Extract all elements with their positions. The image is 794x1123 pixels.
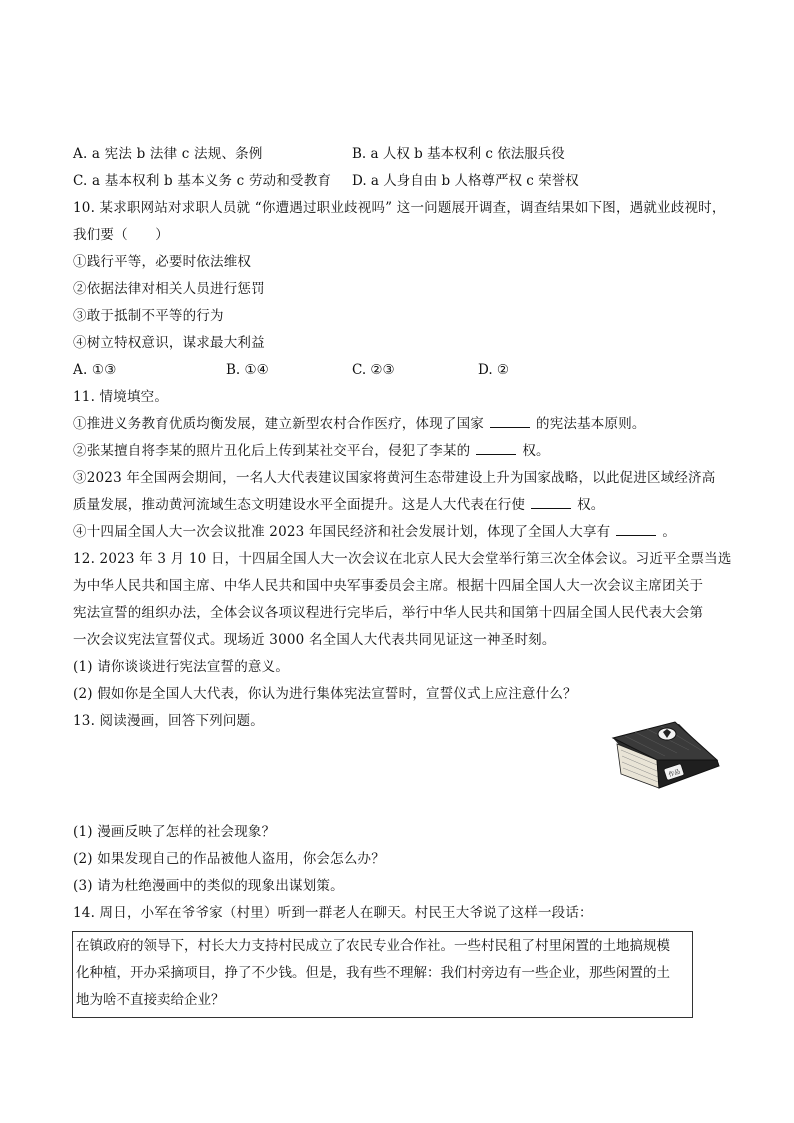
q13-title: 13. 阅读漫画，回答下列问题。 <box>73 713 264 729</box>
q11-s4-text-b: 。 <box>662 524 677 540</box>
shield-badge-icon <box>658 728 676 740</box>
q11-s1-text-b: 的宪法基本原则。 <box>536 416 646 432</box>
q12-line-2: 为中华人民共和国主席、中华人民共和国中央军事委员会主席。根据十四届全国人大一次会议主席团关于 <box>73 578 704 594</box>
q11-s3-text-a: 质量发展，推动黄河流域生态文明建设水平全面提升。这是人大代表在行使 <box>73 497 526 513</box>
q14-box-line-3: 地为啥不直接卖给企业？ <box>76 992 225 1008</box>
q11-title: 11. 情境填空。 <box>73 389 169 405</box>
q11-s1-blank[interactable] <box>490 415 530 428</box>
q14-box-line-1: 在镇政府的领导下，村长大力支持村民成立了农民专业合作社。一些村民租了村里闲置的土地搞规模 <box>76 938 670 954</box>
q12-line-1: 12. 2023 年 3 月 10 日，十四届全国人大一次会议在北京人民大会堂举行第三次全体会议。习近平全票当选 <box>73 551 732 567</box>
q11-sentence-1 <box>73 415 646 433</box>
q10-item-2: ②依据法律对相关人员进行惩罚 <box>73 281 265 297</box>
q11-s4-text-a: ④十四届全国人大一次会议批准 2023 年国民经济和社会发展计划，体现了全国人大享有 <box>73 524 611 540</box>
q10-item-4: ④树立特权意识，谋求最大利益 <box>73 335 265 351</box>
q10-item-1: ①践行平等，必要时依法维权 <box>73 254 252 270</box>
q12-line-3: 宪法宣誓的组织办法，全体会议各项议程进行完毕后，举行中华人民共和国第十四届全国人民代表大会第 <box>73 605 704 621</box>
q10-option-d: D. ② <box>478 362 510 378</box>
q11-sentence-4 <box>73 523 676 541</box>
q11-s2-text-b: 权。 <box>522 443 550 459</box>
q12-line-4: 一次会议宪法宣誓仪式。现场近 3000 名全国人大代表共同见证这一神圣时刻。 <box>73 632 556 648</box>
q13-sub-3: (3) 请为杜绝漫画中的类似的现象出谋划策。 <box>73 878 344 894</box>
q10-stem-line-2: 我们要（ ） <box>73 227 169 243</box>
q14-quote-box <box>72 931 693 1018</box>
q9-option-a: A. a 宪法 b 法律 c 法规、条例 <box>73 146 263 162</box>
q11-s3-blank[interactable] <box>531 496 571 509</box>
q11-s2-blank[interactable] <box>476 442 516 455</box>
q14-box-line-2: 化种植，开办采摘项目，挣了不少钱。但是，我有些不理解：我们村旁边有一些企业，那些闲置的土 <box>76 965 670 981</box>
q10-item-3: ③敢于抵制不平等的行为 <box>73 308 224 324</box>
q12-sub-2: (2) 假如你是全国人大代表，你认为进行集体宪法宣誓时，宣誓仪式上应注意什么？ <box>73 686 577 702</box>
book-spine-text: 作品 <box>667 768 682 779</box>
q9-option-c: C. a 基本权利 b 基本义务 c 劳动和受教育 <box>73 173 332 189</box>
comic-book-illustration <box>605 720 723 792</box>
q9-option-b: B. a 人权 b 基本权利 c 依法服兵役 <box>352 146 565 162</box>
q10-option-a: A. ①③ <box>73 362 117 378</box>
q11-s3-text-b: 权。 <box>577 497 605 513</box>
q14-title: 14. 周日，小军在爷爷家（村里）听到一群老人在聊天。村民王大爷说了这样一段话： <box>73 905 593 921</box>
q13-sub-2: (2) 如果发现自己的作品被他人盗用，你会怎么办？ <box>73 851 385 867</box>
q11-s2-text-a: ②张某擅自将李某的照片丑化后上传到某社交平台，侵犯了李某的 <box>73 443 471 459</box>
q10-stem-line-1: 10. 某求职网站对求职人员就 “你遭遇过职业歧视吗” 这一问题展开调查，调查结果如下图，遇就业歧视时， <box>73 200 726 216</box>
q11-sentence-3-line-1: ③2023 年全国两会期间，一名人大代表建议国家将黄河生态带建设上升为国家战略，以此促进区域经济高 <box>73 470 716 486</box>
q10-option-b: B. ①④ <box>226 362 269 378</box>
q11-sentence-3-line-2 <box>73 496 605 514</box>
q12-sub-1: (1) 请你谈谈进行宪法宣誓的意义。 <box>73 659 290 675</box>
q9-option-d: D. a 人身自由 b 人格尊严权 c 荣誉权 <box>352 173 579 189</box>
q11-s1-text-a: ①推进义务教育优质均衡发展，建立新型农村合作医疗，体现了国家 <box>73 416 484 432</box>
q10-option-c: C. ②③ <box>352 362 395 378</box>
q13-sub-1: (1) 漫画反映了怎样的社会现象？ <box>73 824 276 840</box>
q11-sentence-2 <box>73 442 550 460</box>
q11-s4-blank[interactable] <box>616 523 656 536</box>
